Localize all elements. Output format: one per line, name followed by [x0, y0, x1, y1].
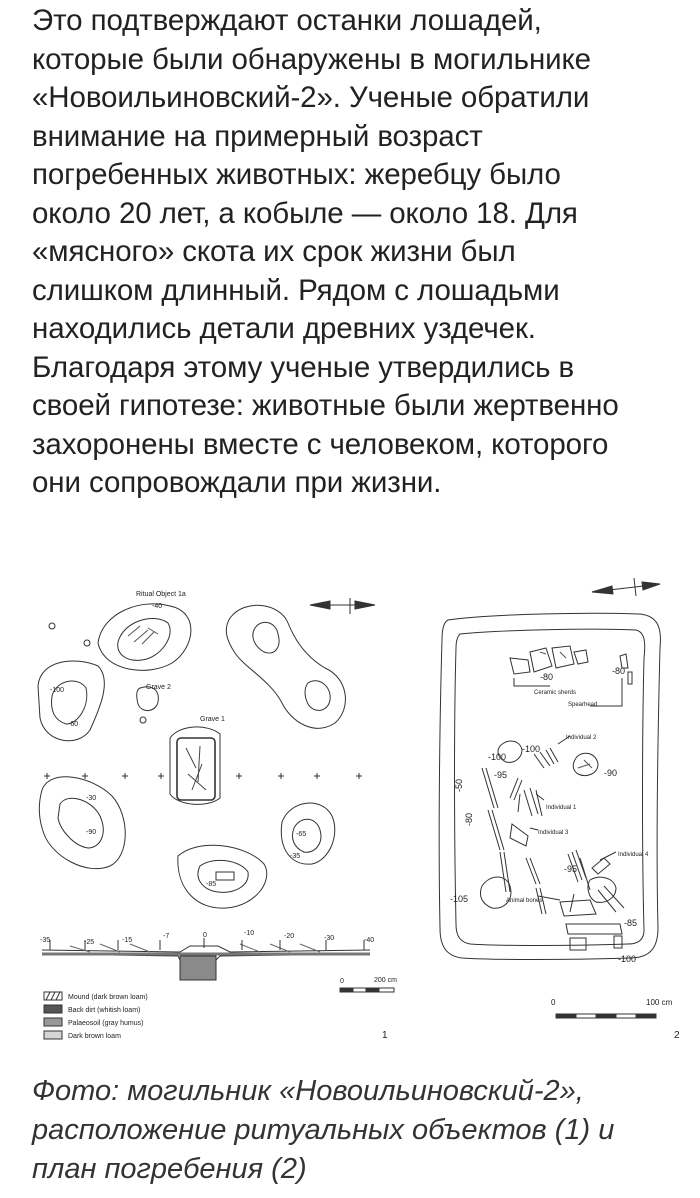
profile-tick: -30 — [324, 935, 335, 942]
depth-label: -85 — [624, 918, 638, 928]
depth-label: -80 — [612, 666, 626, 676]
article-paragraph: Это подтверждают останки лошадей, которые были обнаружены в могильнике «Новоильиновский-2». Ученые обратили внимание на примерный возраст погребенных животных: жеребцу было около 20 лет, а кобыле — около 18. Для «мясного» скота их срок жизни был слишком длинный. Рядом с лошадьми находились детали древних уздечек. Благодаря этому ученые утвердились в своей гипотезе: животные были жертвенно захоронены вместе с человеком, которого они сопровождали при жизни. — [32, 4, 619, 499]
scale-bar — [340, 988, 394, 992]
profile-tick: -7 — [163, 933, 170, 940]
grave2-label: Grave 2 — [146, 684, 171, 691]
depth-label: -100 — [522, 744, 541, 754]
depth-label: -80 — [540, 672, 554, 682]
scale-label: 100 cm — [646, 998, 673, 1007]
profile-tick: -35 — [40, 937, 51, 944]
depth-label: -60 — [68, 721, 79, 728]
scale-zero: 0 — [340, 978, 344, 985]
depth-label: -105 — [450, 894, 469, 904]
north-arrow-icon — [310, 598, 375, 614]
legend-item: Back dirt (whitish loam) — [68, 1007, 141, 1014]
grave1-label: Grave 1 — [200, 716, 225, 723]
panel-number: 2 — [674, 1030, 680, 1041]
profile-tick: -20 — [284, 933, 295, 940]
panel-number: 1 — [382, 1030, 388, 1041]
ritual-object-label: Ritual Object 1a — [136, 591, 186, 598]
depth-label: -95 — [564, 864, 578, 874]
depth-label: -90 — [86, 829, 97, 836]
figure-caption — [32, 1072, 682, 1189]
depth-label: -100 — [488, 752, 507, 762]
legend-item: Palaeosoil (gray humus) — [68, 1020, 144, 1027]
profile-tick: -40 — [364, 937, 375, 944]
scale-bar-2 — [556, 1014, 656, 1018]
excavation-plan-drawing — [30, 568, 690, 1058]
depth-label: -40 — [152, 603, 163, 610]
legend-swatches — [44, 992, 62, 1039]
depth-label: -65 — [296, 831, 307, 838]
depth-label: -35 — [290, 853, 301, 860]
legend-item: Mound (dark brown loam) — [68, 994, 148, 1001]
spearhead-label: Spearhead — [568, 702, 598, 708]
profile-tick: -15 — [122, 937, 133, 944]
north-arrow-icon-2 — [592, 578, 660, 596]
depth-label: -85 — [206, 881, 217, 888]
depth-label: -80 — [464, 812, 474, 826]
depth-label: -100 — [50, 687, 65, 694]
depth-label: -30 — [86, 795, 97, 802]
individual-label: Individual 1 — [546, 805, 577, 811]
legend-item: Dark brown loam — [68, 1033, 121, 1040]
profile-tick: -10 — [244, 930, 255, 937]
individual-label: Individual 2 — [566, 735, 597, 741]
depth-label: -50 — [454, 778, 464, 792]
scale-zero: 0 — [551, 998, 556, 1007]
profile-tick: 0 — [203, 932, 207, 939]
depth-label: -100 — [618, 954, 637, 964]
ceramic-label: Ceramic sherds — [534, 690, 577, 696]
animal-bones-label: Animal bones — [506, 898, 543, 904]
excavation-figure — [30, 568, 690, 1058]
individual-label: Individual 4 — [618, 852, 649, 858]
depth-label: -95 — [494, 770, 508, 780]
profile-tick: -25 — [84, 939, 95, 946]
scale-label: 200 cm — [374, 977, 397, 984]
caption-text: Фото: могильник «Новоильиновский-2», расположение ритуальных объектов (1) и план погребения (2) — [32, 1075, 615, 1185]
individual-label: Individual 3 — [538, 830, 569, 836]
depth-label: -90 — [604, 768, 618, 778]
